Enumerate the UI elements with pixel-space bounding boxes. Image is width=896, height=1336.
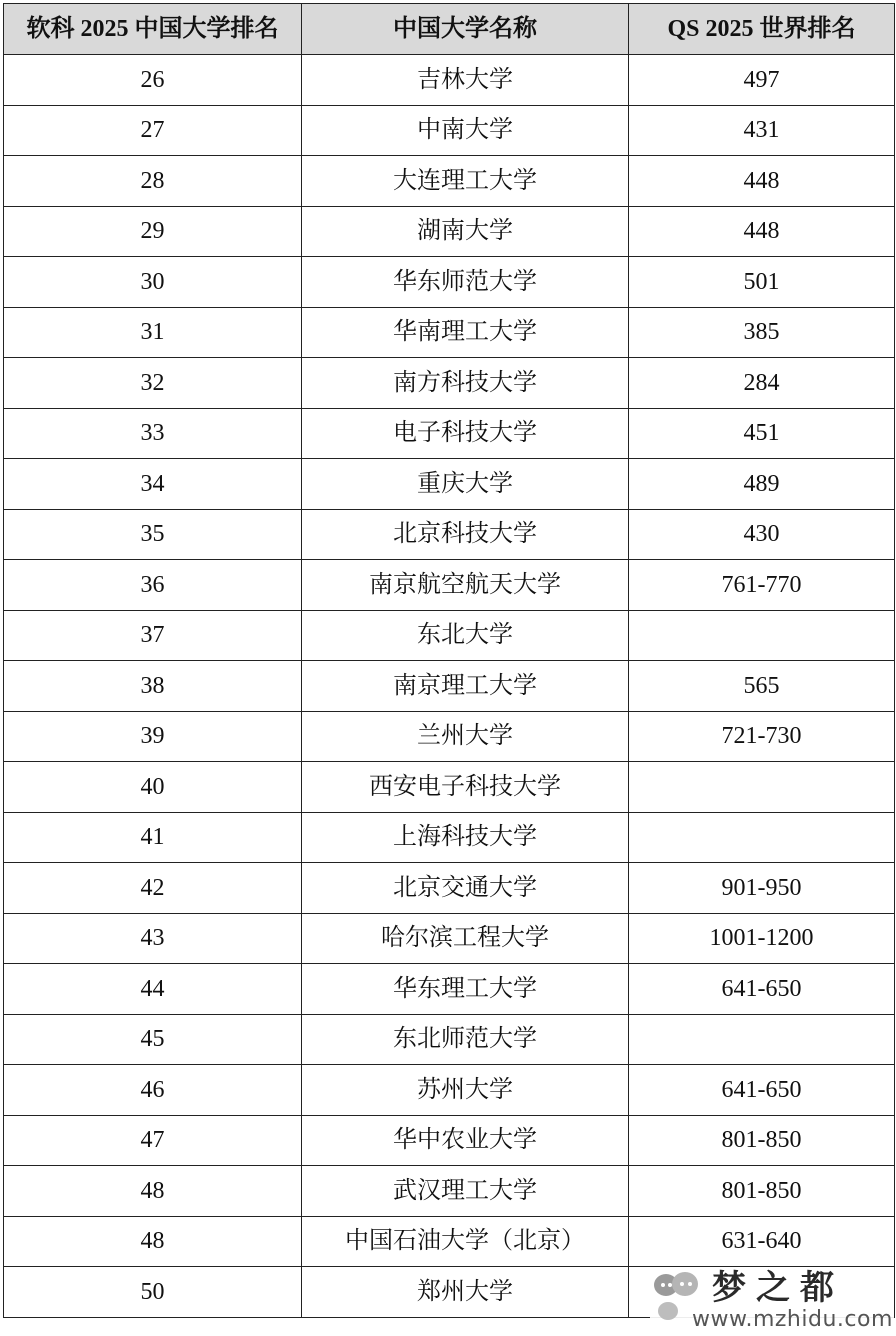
cell-softscience-rank: 36 — [4, 560, 302, 611]
cell-university-name: 武汉理工大学 — [302, 1166, 629, 1217]
cell-qs-rank — [629, 812, 895, 863]
table-row — [4, 560, 895, 611]
table-row — [4, 863, 895, 914]
cell-softscience-rank: 34 — [4, 459, 302, 510]
cell-qs-rank: 1001-1200 — [629, 913, 895, 964]
cell-softscience-rank: 27 — [4, 105, 302, 156]
cell-softscience-rank: 35 — [4, 509, 302, 560]
cell-softscience-rank: 33 — [4, 408, 302, 459]
cell-softscience-rank: 39 — [4, 711, 302, 762]
cell-softscience-rank: 28 — [4, 156, 302, 207]
cell-university-name: 南京理工大学 — [302, 661, 629, 712]
cell-university-name: 华南理工大学 — [302, 307, 629, 358]
table-row — [4, 1166, 895, 1217]
table-header-row — [4, 4, 895, 55]
cell-qs-rank: 448 — [629, 206, 895, 257]
table-row — [4, 1065, 895, 1116]
cell-qs-rank: 489 — [629, 459, 895, 510]
cell-university-name: 北京科技大学 — [302, 509, 629, 560]
table-row — [4, 55, 895, 106]
table-row — [4, 1216, 895, 1267]
cell-softscience-rank: 37 — [4, 610, 302, 661]
table-row — [4, 408, 895, 459]
cell-university-name: 北京交通大学 — [302, 863, 629, 914]
cell-softscience-rank: 29 — [4, 206, 302, 257]
table-row — [4, 762, 895, 813]
cell-softscience-rank: 32 — [4, 358, 302, 409]
cell-softscience-rank: 40 — [4, 762, 302, 813]
cell-softscience-rank: 42 — [4, 863, 302, 914]
cell-softscience-rank: 30 — [4, 257, 302, 308]
cell-qs-rank: 497 — [629, 55, 895, 106]
cell-qs-rank: 565 — [629, 661, 895, 712]
table-row — [4, 307, 895, 358]
watermark-url: www.mzhidu.com — [692, 1307, 893, 1332]
cell-university-name: 湖南大学 — [302, 206, 629, 257]
cell-university-name: 苏州大学 — [302, 1065, 629, 1116]
cell-university-name: 兰州大学 — [302, 711, 629, 762]
cell-softscience-rank: 50 — [4, 1267, 302, 1318]
cell-softscience-rank: 43 — [4, 913, 302, 964]
cell-qs-rank — [629, 762, 895, 813]
header-university-name: 中国大学名称 — [302, 4, 629, 55]
table-row — [4, 1115, 895, 1166]
cell-university-name: 中南大学 — [302, 105, 629, 156]
cell-softscience-rank: 31 — [4, 307, 302, 358]
ranking-table — [3, 3, 895, 1318]
table-body — [4, 55, 895, 1318]
cell-qs-rank: 721-730 — [629, 711, 895, 762]
table-row — [4, 610, 895, 661]
cell-university-name: 郑州大学 — [302, 1267, 629, 1318]
cell-university-name: 东北大学 — [302, 610, 629, 661]
cell-university-name: 重庆大学 — [302, 459, 629, 510]
header-softscience-rank: 软科 2025 中国大学排名 — [4, 4, 302, 55]
cell-qs-rank: 501 — [629, 257, 895, 308]
cell-qs-rank: 801-850 — [629, 1166, 895, 1217]
table-row — [4, 358, 895, 409]
cell-university-name: 哈尔滨工程大学 — [302, 913, 629, 964]
cell-qs-rank: 430 — [629, 509, 895, 560]
table-row — [4, 711, 895, 762]
cell-university-name: 大连理工大学 — [302, 156, 629, 207]
watermark-brand: 梦之都 — [712, 1268, 844, 1308]
cell-softscience-rank: 48 — [4, 1216, 302, 1267]
cell-softscience-rank: 38 — [4, 661, 302, 712]
cell-university-name: 吉林大学 — [302, 55, 629, 106]
cell-qs-rank: 448 — [629, 156, 895, 207]
cell-qs-rank: 901-950 — [629, 863, 895, 914]
cell-university-name: 西安电子科技大学 — [302, 762, 629, 813]
cell-university-name: 南京航空航天大学 — [302, 560, 629, 611]
cell-softscience-rank: 26 — [4, 55, 302, 106]
cell-qs-rank: 284 — [629, 358, 895, 409]
header-qs-rank: QS 2025 世界排名 — [629, 4, 895, 55]
cell-qs-rank: 631-640 — [629, 1216, 895, 1267]
cell-university-name: 华东理工大学 — [302, 964, 629, 1015]
table-row — [4, 913, 895, 964]
cell-softscience-rank: 44 — [4, 964, 302, 1015]
cell-university-name: 华东师范大学 — [302, 257, 629, 308]
table-row — [4, 964, 895, 1015]
cell-qs-rank: 801-850 — [629, 1115, 895, 1166]
cell-university-name: 中国石油大学（北京） — [302, 1216, 629, 1267]
cell-softscience-rank: 48 — [4, 1166, 302, 1217]
table-row — [4, 105, 895, 156]
cell-softscience-rank: 45 — [4, 1014, 302, 1065]
table-row — [4, 206, 895, 257]
cell-softscience-rank: 46 — [4, 1065, 302, 1116]
table-row — [4, 459, 895, 510]
cell-qs-rank: 641-650 — [629, 964, 895, 1015]
cell-qs-rank: 761-770 — [629, 560, 895, 611]
cell-university-name: 电子科技大学 — [302, 408, 629, 459]
cell-university-name: 华中农业大学 — [302, 1115, 629, 1166]
cell-university-name: 南方科技大学 — [302, 358, 629, 409]
table-row — [4, 257, 895, 308]
cell-softscience-rank: 47 — [4, 1115, 302, 1166]
cell-university-name: 上海科技大学 — [302, 812, 629, 863]
table-row — [4, 156, 895, 207]
cell-qs-rank: 641-650 — [629, 1065, 895, 1116]
table-row — [4, 661, 895, 712]
cell-qs-rank — [629, 1014, 895, 1065]
cell-university-name: 东北师范大学 — [302, 1014, 629, 1065]
watermark — [650, 1268, 894, 1334]
table-row — [4, 509, 895, 560]
cell-softscience-rank: 41 — [4, 812, 302, 863]
table-row — [4, 1014, 895, 1065]
cell-qs-rank: 451 — [629, 408, 895, 459]
cell-qs-rank: 431 — [629, 105, 895, 156]
table-row — [4, 812, 895, 863]
cell-qs-rank — [629, 610, 895, 661]
cell-qs-rank: 385 — [629, 307, 895, 358]
